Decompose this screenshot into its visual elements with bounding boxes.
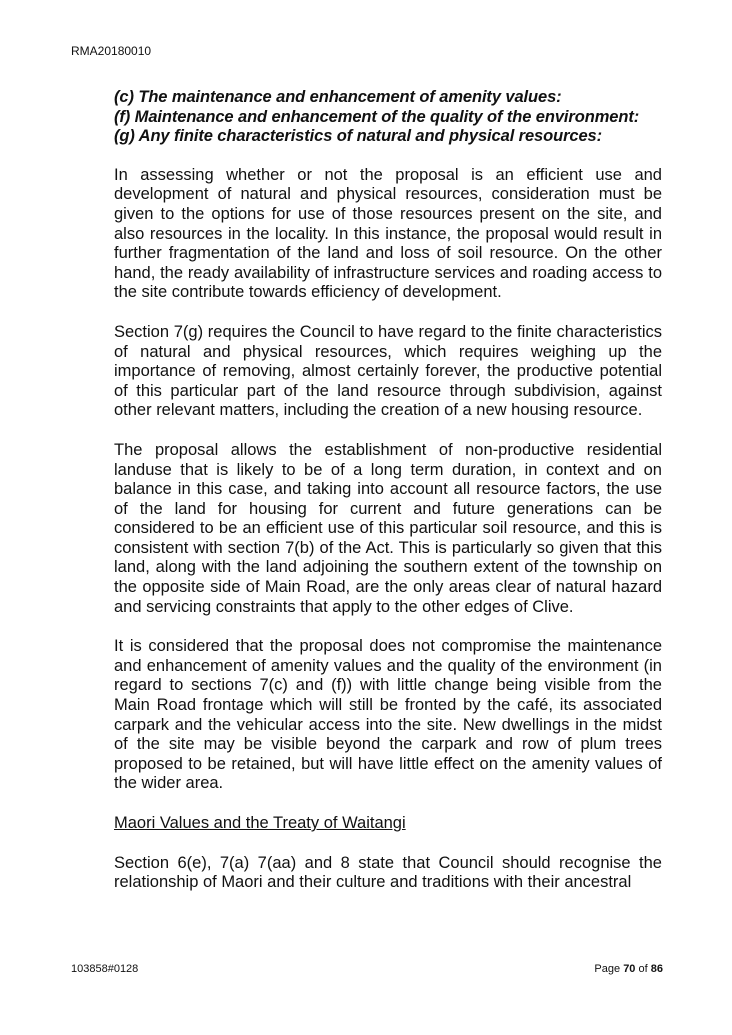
footer-page-number xyxy=(594,963,663,976)
paragraph-section-7g: Section 7(g) requires the Council to have regard to the finite characteristics of natural and physical resources, which requires weighing up the importance of removing, almost certainly forever, the productive potential of this particular part of the land resource through subdivision, against other relevant matters, including the creation of a new housing resource. xyxy=(114,322,662,420)
page-total: 86 xyxy=(650,963,663,975)
heading-c: (c) The maintenance and enhancement of amenity values: xyxy=(114,88,562,106)
document-reference: RMA20180010 xyxy=(71,44,152,58)
paragraph-maori-relationship: Section 6(e), 7(a) 7(aa) and 8 state that Council should recognise the relationship of Maori and their culture and traditions with their ancestral xyxy=(114,853,662,892)
heading-g: (g) Any finite characteristics of natural and physical resources: xyxy=(114,127,603,146)
page-number: 70 xyxy=(623,963,636,975)
section-headings xyxy=(114,88,662,147)
page-prefix: Page xyxy=(594,963,621,975)
page-of: of xyxy=(638,963,648,975)
paragraph-amenity-values: It is considered that the proposal does not compromise the maintenance and enhancement of amenity values and the quality of the environment (in regard to sections 7(c) and (f)) with little change being visible from the Main Road frontage which will still be fronted by the café, its associated carpark and the vehicular access into the site. New dwellings in the midst of the site may be visible beyond the carpark and row of plum trees proposed to be retained, but will have little effect on the amenity values of the wider area. xyxy=(114,637,662,793)
heading-f: (f) Maintenance and enhancement of the quality of the environment: xyxy=(114,107,640,126)
footer-document-id: 103858#0128 xyxy=(71,963,139,975)
section-heading-maori-values: Maori Values and the Treaty of Waitangi xyxy=(114,814,406,832)
paragraph-efficiency: In assessing whether or not the proposal is an efficient use and development of natural and physical resources, consideration must be given to the options for use of those resources present on the site, and also resources in the locality. In this instance, the proposal would result in further fragmentation of the land and loss of soil resource. On the other hand, the ready availability of infrastructure services and roading access to the site contribute towards efficiency of development. xyxy=(114,165,662,302)
paragraph-residential-landuse: The proposal allows the establishment of non-productive residential landuse that is likely to be of a long term duration, in context and on balance in this case, and taking into account all resource factors, the use of the land for housing for current and future generations can be considered to be an efficient use of this particular soil resource, and this is consistent with section 7(b) of the Act. This is particularly so given that this land, along with the land adjoining the southern extent of the township on the opposite side of Main Road, are the only areas clear of natural hazard and servicing constraints that apply to the other edges of Clive. xyxy=(114,440,662,616)
document-body xyxy=(114,88,662,913)
